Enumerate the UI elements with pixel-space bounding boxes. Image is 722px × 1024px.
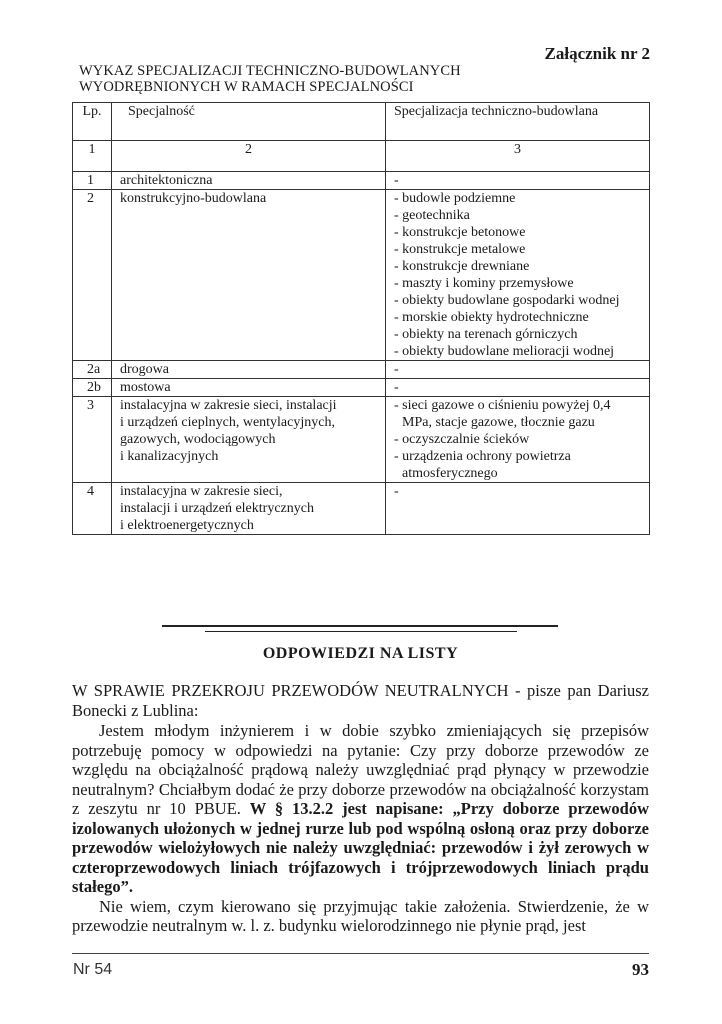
row-specialty [112,397,386,483]
column-number: 1 [73,141,112,172]
page-number: 93 [632,960,649,979]
specialization-item: - [394,173,399,188]
row-specializations [386,361,650,379]
letter-paragraph [72,721,649,897]
table-row [73,190,650,361]
specialization-list [394,172,641,189]
row-specialty [112,483,386,535]
specialization-item: - morskie obiekty hydrotechniczne [394,310,589,325]
specialization-item: - urządzenia ochrony powietrza atmosferycznego [394,449,571,481]
specialty-line: i kanalizacyjnych [120,449,219,464]
table-row [73,379,650,397]
divider-line [205,631,517,632]
letter-subject: W SPRAWIE PRZEKROJU PRZEWODÓW NEUTRALNYCH - pisze pan Dariusz Bonecki z Lublina: [72,681,649,720]
row-lp: 4 [73,483,112,535]
specialization-item: - maszty i kominy przemysłowe [394,276,574,291]
row-lp: 3 [73,397,112,483]
row-lp: 2a [73,361,112,379]
row-specializations [386,397,650,483]
specialty-line: instalacyjna w zakresie sieci, instalacji [120,398,337,413]
row-specialty [112,361,386,379]
table-header-row [73,103,650,141]
row-specializations [386,379,650,397]
letter-paragraph: Nie wiem, czym kierowano się przyjmując takie założenia. Stwierdzenie, że w przewodzie neutralnym w. l. z. budynku wielorodzinnego nie płynie prąd, jest [72,896,649,935]
specialization-item: - [394,380,399,395]
specialty-line: konstrukcyjno-budowlana [120,191,267,206]
list-title [79,63,461,95]
specialty-line: instalacyjna w zakresie sieci, [120,484,283,499]
row-specialty [112,379,386,397]
specialization-item: - konstrukcje metalowe [394,242,526,257]
list-title-line: WYODRĘBNIONYCH W RAMACH SPECJALNOŚCI [79,79,414,95]
specialization-item: - [394,484,399,499]
row-specializations [386,483,650,535]
specialization-list [394,397,641,482]
annex-label: Załącznik nr 2 [544,44,650,63]
issue-number: Nr 54 [73,961,113,978]
specialty-line: i elektroenergetycznych [120,518,254,533]
row-lp: 1 [73,172,112,190]
specialty-line: instalacji i urządzeń elektrycznych [120,501,314,516]
letter-body [72,681,649,936]
specialty-line: drogowa [120,362,169,377]
paragraph-bold-text: W § 13.2.2 jest napisane: „Przy doborze przewodów izolowanych ułożonych w jednej rurze lub pod wspólną osłoną oraz przy doborze przewodów wielożyłowych nie należy uwzględniać: przewodów i żył zerowych w czteroprzewodowych liniach trójfazowych i trójprzewodowych liniach prądu stałego”. [72,799,649,896]
column-number: 3 [386,141,650,172]
specialty-line: mostowa [120,380,171,395]
specialization-item: - obiekty budowlane melioracji wodnej [394,344,615,359]
specialization-item: - geotechnika [394,208,470,223]
specialization-item: - obiekty budowlane gospodarki wodnej [394,293,620,308]
specialization-list [394,379,641,396]
table-row [73,397,650,483]
paragraph-text: Jestem młodym inżynierem i w dobie szybko zmieniających się przepisów potrzebuję pomocy w odpowiedzi na pytanie: Czy przy doborze przewodów ze względu na obciążalność prądową należy uwzględniać prąd płynący w przewodzie neutralnym? Chciałbym dodać że przy doborze przewodów na obciążalność korzystam z zeszytu nr 10 PBUE. [72,721,649,818]
specialization-item: - obiekty na terenach górniczych [394,327,578,342]
specialization-list [394,190,641,360]
specialty-line: i urządzeń cieplnych, wentylacyjnych, [120,415,335,430]
section-heading: ODPOWIEDZI NA LISTY [262,645,459,662]
column-number: 2 [112,141,386,172]
footer-rule [72,953,649,954]
table-row [73,172,650,190]
row-specialty [112,172,386,190]
specialization-item: - budowle podziemne [394,191,516,206]
specialization-item: - sieci gazowe o ciśnieniu powyżej 0,4 MPa, stacje gazowe, tłocznie gazu [394,398,611,430]
row-specialty [112,190,386,361]
specializations-table [72,102,650,535]
specialization-list [394,483,641,500]
header-specialty: Specjalność [112,103,386,141]
row-specializations [386,172,650,190]
row-specializations [386,190,650,361]
table-row [73,361,650,379]
specialization-item: - [394,362,399,377]
table-row [73,483,650,535]
divider-line [162,625,558,627]
list-title-line: WYKAZ SPECJALIZACJI TECHNICZNO-BUDOWLANYCH [79,63,461,79]
header-specialization: Specjalizacja techniczno-budowlana [386,103,650,141]
specialty-line: architektoniczna [120,173,213,188]
column-number-row [73,141,650,172]
specialization-item: - konstrukcje drewniane [394,259,530,274]
row-lp: 2b [73,379,112,397]
header-lp: Lp. [73,103,112,141]
specialization-item: - konstrukcje betonowe [394,225,526,240]
specialization-list [394,361,641,378]
row-lp: 2 [73,190,112,361]
specialty-line: gazowych, wodociągowych [120,432,276,447]
specialization-item: - oczyszczalnie ścieków [394,432,530,447]
